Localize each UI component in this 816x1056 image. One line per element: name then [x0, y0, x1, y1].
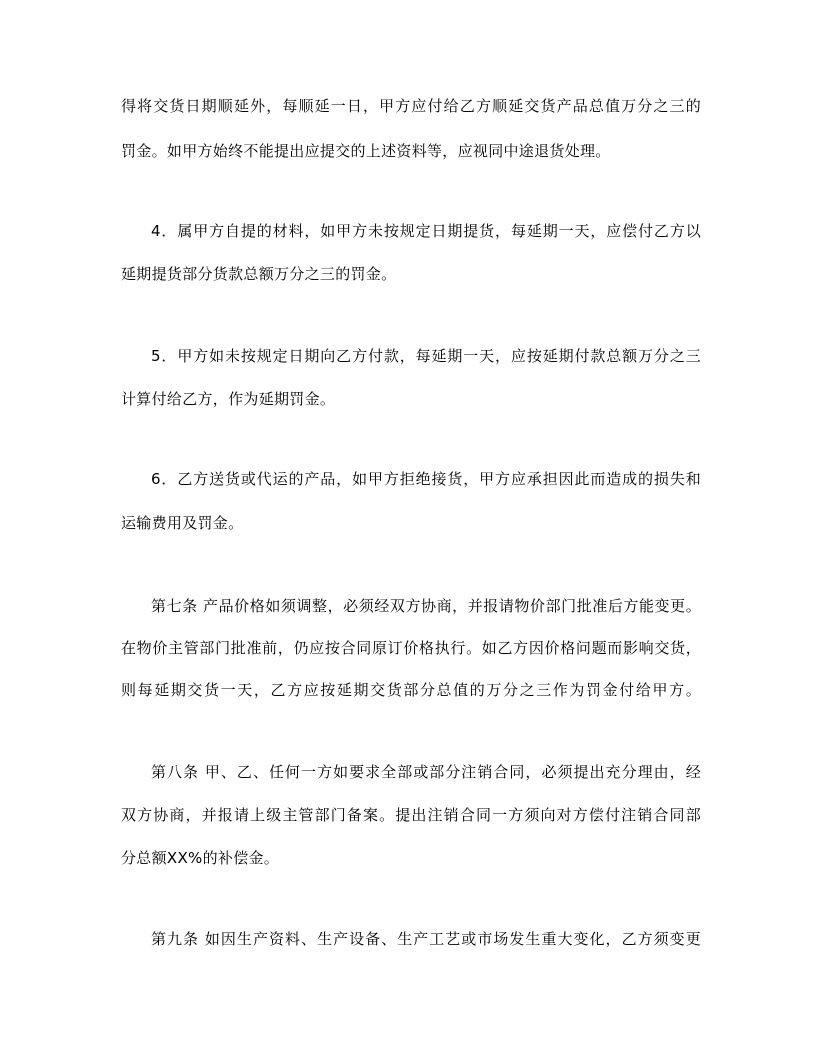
text-line: 延期提货部分货款总额万分之三的罚金。	[121, 265, 397, 283]
text-line: 罚金。如甲方始终不能提出应提交的上述资料等，应视同中途退货处理。	[121, 142, 611, 160]
text-line: 双方协商，并报请上级主管部门备案。提出注销合同一方须向对方偿付注销合同部	[121, 806, 701, 824]
article-9: 第九条 如因生产资料、生产设备、生产工艺或市场发生重大变化，乙方须变更	[151, 930, 701, 948]
text-line: 在物价主管部门批准前，仍应按合同原订价格执行。如乙方因价格问题而影响交货，	[121, 639, 701, 657]
text-line: 计算付给乙方，作为延期罚金。	[121, 390, 336, 408]
text-line: 则每延期交货一天，乙方应按延期交货部分总值的万分之三作为罚金付给甲方。	[121, 681, 701, 699]
article-8: 第八条 甲、乙、任何一方如要求全部或部分注销合同，必须提出充分理由，经	[151, 763, 701, 781]
text-line: 分总额XX%的补偿金。	[121, 849, 280, 867]
article-7: 第七条 产品价格如须调整，必须经双方协商，并报请物价部门批准后方能变更。	[151, 597, 701, 615]
text-line: 得将交货日期顺延外，每顺延一日，甲方应付给乙方顺延交货产品总值万分之三的	[121, 97, 701, 115]
text-line: 运输费用及罚金。	[121, 514, 244, 532]
paragraph-item-5: 5．甲方如未按规定日期向乙方付款，每延期一天，应按延期付款总额万分之三	[151, 347, 701, 365]
paragraph-item-6: 6．乙方送货或代运的产品，如甲方拒绝接货，甲方应承担因此而造成的损失和	[151, 470, 701, 488]
paragraph-item-4: 4．属甲方自提的材料，如甲方未按规定日期提货，每延期一天，应偿付乙方以	[151, 222, 701, 240]
